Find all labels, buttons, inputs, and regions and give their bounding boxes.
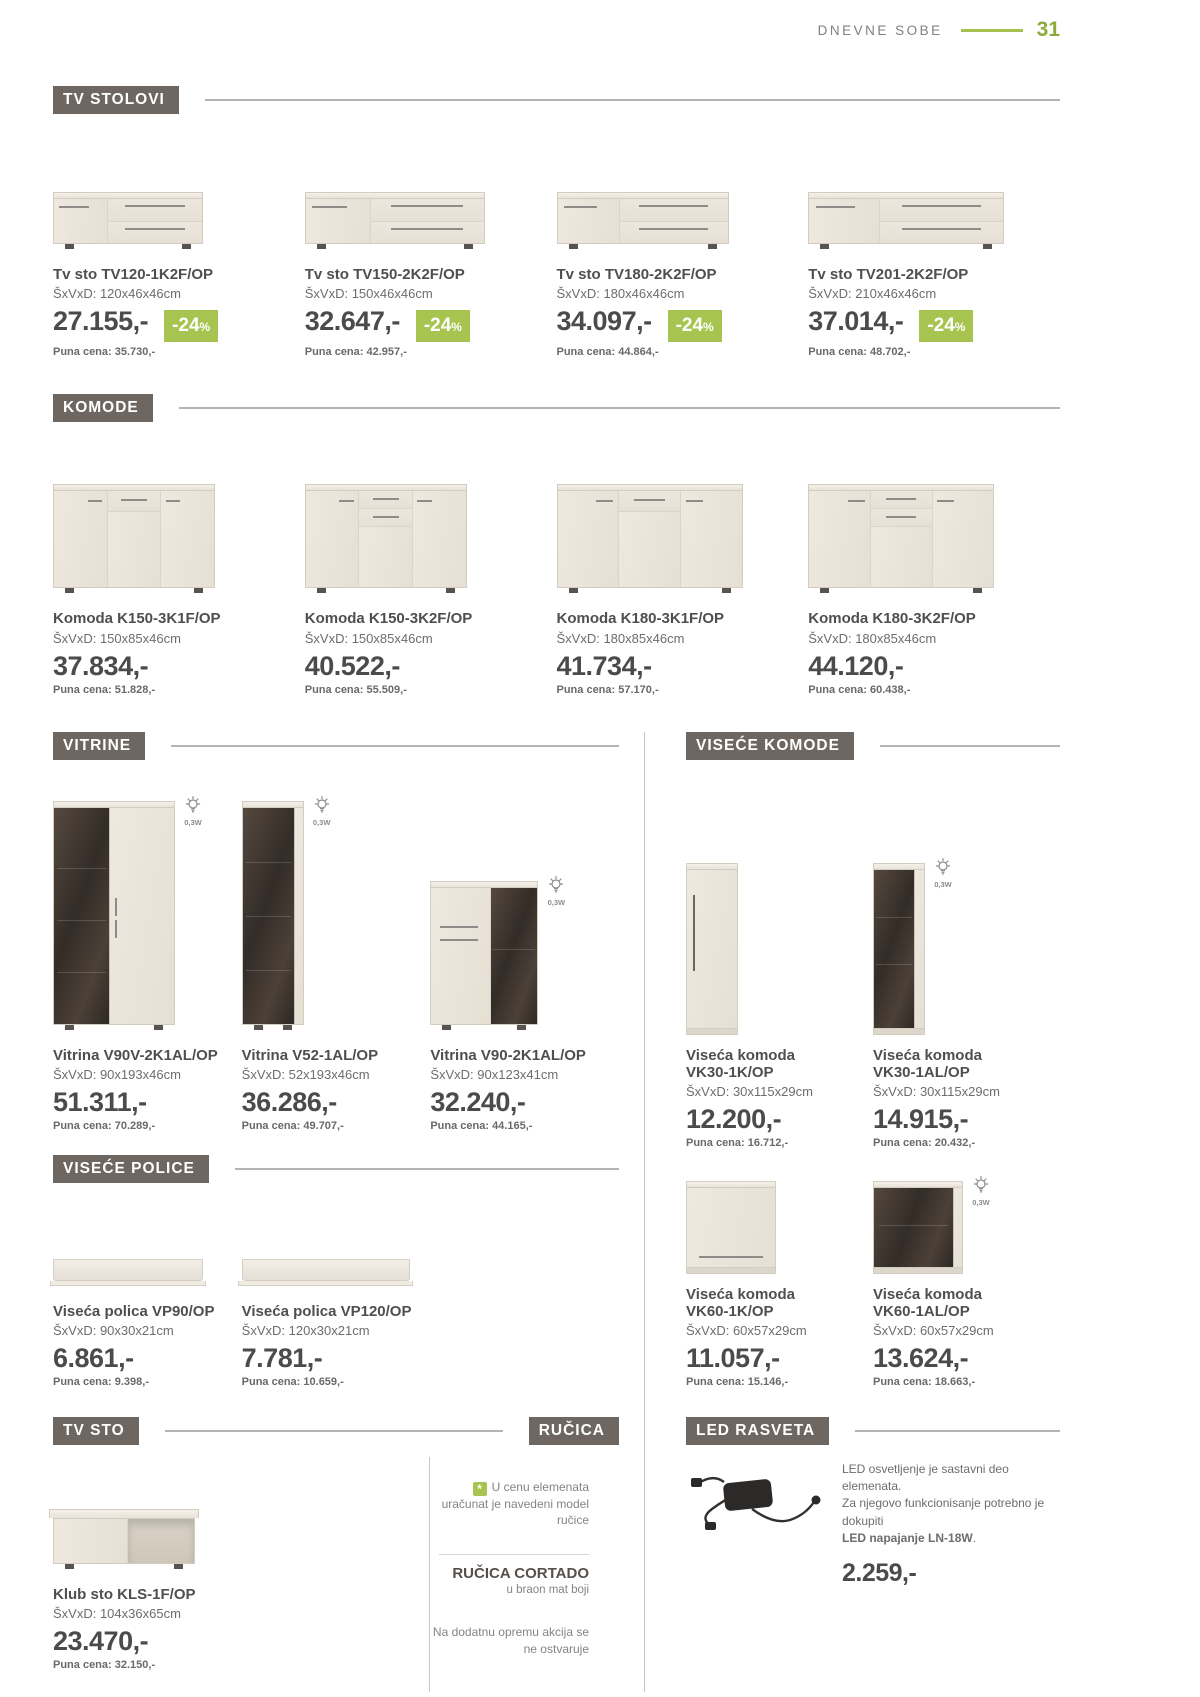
- section-title-komode: KOMODE: [53, 394, 153, 422]
- bulb-icon: [179, 795, 207, 827]
- product-price: 14.915,-: [873, 1104, 969, 1134]
- product-image: [557, 478, 809, 598]
- product-price: 36.286,-: [241, 1086, 337, 1117]
- led-line2: Za njegovo funkcionisanje potrebno je dokupiti: [842, 1496, 1045, 1528]
- product-price: 34.097,-: [556, 306, 652, 337]
- product-full-price: Puna cena: 57.170,-: [556, 683, 659, 696]
- product-dimensions: ŠxVxD: 150x46x46cm: [304, 286, 433, 302]
- product-full-price: Puna cena: 44.165,-: [430, 1119, 533, 1132]
- product-price: 44.120,-: [808, 650, 904, 681]
- product-full-price: Puna cena: 60.438,-: [808, 683, 911, 696]
- product-card: [557, 142, 809, 358]
- header-accent-line: [961, 29, 1023, 32]
- product-code: VK60-1K/OP: [686, 1302, 774, 1320]
- product-price: 51.311,-: [53, 1086, 147, 1117]
- product-dimensions: ŠxVxD: 30x115x29cm: [686, 1084, 813, 1099]
- product-image: [873, 790, 1060, 1035]
- komode-products: [53, 450, 1060, 695]
- product-dimensions: ŠxVxD: 60x57x29cm: [873, 1323, 994, 1338]
- product-card: [873, 1162, 1060, 1389]
- section-rule: [205, 99, 1060, 101]
- product-card: [686, 760, 873, 1150]
- product-name: Vitrina V90-2K1AL/OP: [430, 1046, 586, 1064]
- discount-badge: -24%: [668, 310, 722, 342]
- lower-left-column: [53, 732, 645, 1692]
- product-name: Vitrina V52-1AL/OP: [241, 1046, 379, 1064]
- section-visece-police: [53, 1155, 619, 1388]
- product-price: 7.781,-: [241, 1342, 323, 1373]
- led-adapter-image: [686, 1461, 836, 1589]
- product-image: [430, 790, 619, 1035]
- section-visece-komode-row2: [686, 1162, 1060, 1388]
- section-visece-komode: [686, 732, 1060, 1162]
- tv-sto-column: [53, 1457, 430, 1692]
- visece-komode-row1: [686, 760, 1060, 1150]
- product-price: 6.861,-: [53, 1342, 134, 1373]
- product-price: 27.155,-: [53, 306, 149, 337]
- product-image: [53, 790, 242, 1035]
- product-card: [686, 1162, 873, 1389]
- bulb-wattage: 0,3W: [184, 817, 202, 827]
- section-title-visece-police: VISEĆE POLICE: [53, 1155, 209, 1183]
- product-full-price: Puna cena: 48.702,-: [808, 346, 911, 359]
- product-name: Vitrina V90V-2K1AL/OP: [53, 1046, 218, 1064]
- led-line1: LED osvetljenje je sastavni deo elemenata.: [842, 1461, 1009, 1493]
- category-label: DNEVNE SOBE: [817, 22, 943, 38]
- product-full-price: Puna cena: 20.432,-: [873, 1137, 976, 1149]
- bulb-icon: [967, 1175, 995, 1207]
- visece-police-products: [53, 1183, 619, 1388]
- product-card: [873, 760, 1060, 1150]
- product-full-price: Puna cena: 16.712,-: [686, 1137, 789, 1149]
- bulb-wattage: 0,3W: [972, 1197, 990, 1207]
- product-full-price: Puna cena: 51.828,-: [53, 683, 156, 696]
- section-title-tv-stolovi: TV STOLOVI: [53, 86, 179, 114]
- product-price: 13.624,-: [873, 1343, 969, 1373]
- product-dimensions: ŠxVxD: 180x46x46cm: [556, 286, 685, 302]
- product-name: Komoda K180-3K1F/OP: [556, 610, 725, 628]
- product-image: [242, 790, 431, 1035]
- product-dimensions: ŠxVxD: 150x85x46cm: [304, 630, 433, 646]
- section-rule: [235, 1168, 619, 1170]
- product-dimensions: ŠxVxD: 180x85x46cm: [556, 630, 685, 646]
- product-card: [242, 760, 431, 1132]
- product-image: [686, 1162, 873, 1274]
- product-card: [53, 1457, 429, 1671]
- product-code: VK30-1K/OP: [686, 1063, 774, 1081]
- bulb-wattage: 0,3W: [312, 817, 331, 827]
- star-icon: *: [473, 1482, 487, 1496]
- section-title-rucica: RUČICA: [529, 1417, 619, 1445]
- product-card: [305, 450, 557, 695]
- product-full-price: Puna cena: 42.957,-: [304, 346, 407, 359]
- product-name: Viseća komoda VK30-1AL/OP: [873, 1046, 982, 1081]
- product-name: Viseća polica VP120/OP: [241, 1302, 412, 1320]
- product-card: [53, 760, 242, 1132]
- page-number: 31: [1036, 18, 1060, 41]
- rucica-disclaimer: Na dodatnu opremu akcija se ne ostvaruje: [432, 1624, 589, 1656]
- product-dimensions: ŠxVxD: 120x30x21cm: [241, 1322, 370, 1338]
- bulb-wattage: 0,3W: [934, 879, 952, 889]
- section-title-tv-sto: TV STO: [53, 1417, 139, 1445]
- product-image: [53, 1207, 242, 1291]
- page-header: [53, 0, 1060, 42]
- product-dimensions: ŠxVxD: 90x193x46cm: [53, 1066, 181, 1082]
- product-card: [53, 1183, 242, 1388]
- led-part-number: LED napajanje LN-18W: [842, 1531, 973, 1546]
- product-image: [305, 168, 557, 254]
- section-vitrine: [53, 732, 619, 1155]
- bulb-icon: [542, 875, 570, 907]
- product-name: Viseća komoda VK30-1K/OP: [686, 1046, 795, 1081]
- product-card: [808, 450, 1060, 695]
- product-price: 23.470,-: [53, 1625, 149, 1656]
- led-price: 2.259,-: [842, 1559, 917, 1588]
- product-price: 41.734,-: [556, 650, 652, 681]
- product-price: 12.200,-: [686, 1104, 782, 1134]
- product-code: VK30-1AL/OP: [873, 1063, 970, 1081]
- product-image: [808, 168, 1060, 254]
- product-image: [53, 478, 305, 598]
- tv-sto-products: [53, 1457, 429, 1671]
- discount-badge: -24%: [164, 310, 218, 342]
- section-title-vitrine: VITRINE: [53, 732, 145, 760]
- product-full-price: Puna cena: 32.150,-: [53, 1658, 156, 1671]
- discount-badge: -24%: [416, 310, 470, 342]
- product-price: 32.647,-: [304, 306, 400, 337]
- product-image: [686, 790, 873, 1035]
- product-name: Tv sto TV201-2K2F/OP: [808, 266, 969, 283]
- rucica-note-text: U cenu elemenata uračunat je navedeni model ručice: [441, 1479, 589, 1527]
- product-full-price: Puna cena: 35.730,-: [53, 346, 156, 359]
- product-card: [808, 142, 1060, 358]
- lower-right-column: [645, 732, 1060, 1692]
- product-name: Komoda K150-3K2F/OP: [304, 610, 473, 628]
- product-full-price: Puna cena: 49.707,-: [241, 1119, 344, 1132]
- section-rule: [171, 745, 619, 747]
- product-code: VK60-1AL/OP: [873, 1302, 970, 1320]
- product-full-price: Puna cena: 9.398,-: [53, 1375, 149, 1388]
- discount-badge: -24%: [919, 310, 973, 342]
- rucica-column: [430, 1457, 619, 1692]
- section-title-led-rasveta: LED RASVETA: [686, 1417, 829, 1445]
- product-name: Viseća polica VP90/OP: [53, 1302, 215, 1320]
- led-description: [842, 1461, 1060, 1548]
- product-card: [557, 450, 809, 695]
- product-image: [808, 478, 1060, 598]
- product-dimensions: ŠxVxD: 180x85x46cm: [808, 630, 937, 646]
- product-dimensions: ŠxVxD: 210x46x46cm: [808, 286, 937, 302]
- product-name: Komoda K180-3K2F/OP: [808, 610, 976, 628]
- handle-model-finish: u braon mat boji: [506, 1583, 589, 1596]
- product-name: Tv sto TV120-1K2F/OP: [53, 266, 214, 283]
- product-price: 40.522,-: [304, 650, 400, 681]
- product-full-price: Puna cena: 18.663,-: [873, 1376, 976, 1388]
- product-card: [305, 142, 557, 358]
- product-dimensions: ŠxVxD: 90x30x21cm: [53, 1322, 174, 1338]
- product-dimensions: ŠxVxD: 52x193x46cm: [241, 1066, 370, 1082]
- product-name: Komoda K150-3K1F/OP: [53, 610, 221, 628]
- product-full-price: Puna cena: 70.289,-: [53, 1119, 156, 1132]
- product-full-price: Puna cena: 15.146,-: [686, 1376, 789, 1388]
- section-led-rasveta: [686, 1417, 1060, 1589]
- product-price: 32.240,-: [430, 1086, 526, 1117]
- section-title-visece-komode: VISEĆE KOMODE: [686, 732, 854, 760]
- product-dimensions: ŠxVxD: 60x57x29cm: [686, 1323, 807, 1338]
- product-card: [53, 450, 305, 695]
- product-image: [557, 168, 809, 254]
- product-full-price: Puna cena: 44.864,-: [556, 346, 659, 359]
- product-card: [242, 1183, 431, 1388]
- product-image: [873, 1162, 1060, 1274]
- product-dimensions: ŠxVxD: 120x46x46cm: [53, 286, 181, 302]
- visece-komode-row2: [686, 1162, 1060, 1389]
- section-rule: [880, 745, 1060, 747]
- section-rule: [165, 1430, 503, 1432]
- product-price: 11.057,-: [686, 1343, 780, 1373]
- product-card: [430, 760, 619, 1132]
- handle-model-name: RUČICA CORTADO: [439, 1554, 589, 1582]
- product-dimensions: ŠxVxD: 30x115x29cm: [873, 1084, 1000, 1099]
- product-full-price: Puna cena: 10.659,-: [241, 1375, 344, 1388]
- section-rule: [179, 407, 1060, 409]
- section-komode: [53, 394, 1060, 695]
- product-card: [53, 142, 305, 358]
- bulb-wattage: 0,3W: [547, 897, 566, 907]
- product-dimensions: ŠxVxD: 104x36x65cm: [53, 1605, 181, 1621]
- product-image: [305, 478, 557, 598]
- product-name: Viseća komoda VK60-1K/OP: [686, 1285, 795, 1320]
- bulb-icon: [929, 857, 957, 889]
- product-name: Tv sto TV180-2K2F/OP: [556, 266, 717, 283]
- product-dimensions: ŠxVxD: 150x85x46cm: [53, 630, 181, 646]
- bulb-icon: [308, 795, 336, 827]
- product-image: [242, 1207, 431, 1291]
- product-price: 37.834,-: [53, 650, 149, 681]
- vitrine-products: [53, 760, 619, 1132]
- rucica-note: [430, 1479, 589, 1528]
- tv-stolovi-products: [53, 142, 1060, 358]
- led-suffix: .: [972, 1531, 977, 1546]
- product-name: Klub sto KLS-1F/OP: [53, 1585, 196, 1603]
- product-image: [53, 1479, 429, 1574]
- product-name: Tv sto TV150-2K2F/OP: [304, 266, 465, 283]
- product-image: [53, 168, 305, 254]
- product-full-price: Puna cena: 55.509,-: [304, 683, 407, 696]
- product-dimensions: ŠxVxD: 90x123x41cm: [430, 1066, 559, 1082]
- section-rule: [855, 1430, 1060, 1432]
- product-price: 37.014,-: [808, 306, 904, 337]
- section-tv-stolovi: [53, 86, 1060, 358]
- product-name: Viseća komoda VK60-1AL/OP: [873, 1285, 982, 1320]
